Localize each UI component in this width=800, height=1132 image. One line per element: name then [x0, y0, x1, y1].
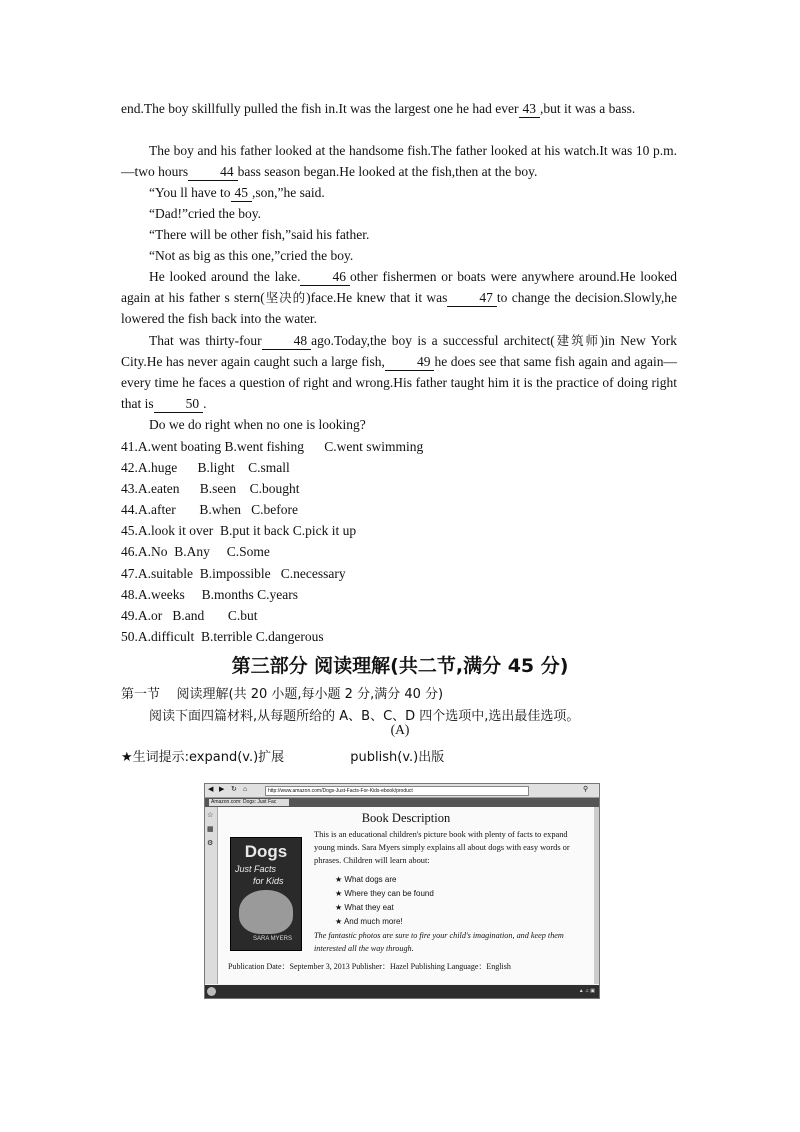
- passage-paragraph-8: That was thirty-four 48 ago.Today,the boy is a successful architect(建筑师)in New York City.He has never again caught such a large fish, 49 he does see that same fish again and again—every time he faces a question of right and wrong.His father taught him it is the practice of doing right that is 50 .: [121, 333, 677, 411]
- passage-paragraph-2: The boy and his father looked at the handsome fish.The father looked at his watch.It was 10 p.m.—two hours 44 bass season began.He looked at the fish,then at the boy.: [121, 143, 677, 179]
- option-46: 46.A.No B.Any C.Some: [121, 544, 270, 559]
- grid-icon: ▦: [207, 826, 214, 833]
- passage-paragraph-1: end.The boy skillfully pulled the fish in.It was the largest one he had ever 43 ,but it was a bass.: [121, 101, 636, 116]
- publication-info: Publication Date：September 3, 2013 Publisher：Hazel Publishing Language：English: [228, 962, 511, 971]
- scrollbar: [594, 807, 599, 984]
- system-tray: ▲ ♫ ▣: [578, 988, 595, 994]
- blank-48: 48: [262, 333, 312, 350]
- option-43: 43.A.eaten B.seen C.bought: [121, 481, 300, 496]
- option-48: 48.A.weeks B.months C.years: [121, 587, 298, 602]
- passage-paragraph-7: He looked around the lake. 46 other fishermen or boats were anywhere around.He looked again at his father s stern(坚决的)face.He knew that it was 47 to change the decision.Slowly,he lowered the fish back into the water.: [121, 269, 677, 326]
- book-cover-image: [230, 837, 302, 951]
- option-45: 45.A.look it over B.put it back C.pick it up: [121, 523, 357, 538]
- blank-47: 47: [447, 290, 497, 307]
- passage-line-9: Do we do right when no one is looking?: [149, 417, 366, 432]
- search-icon: ⚲: [583, 786, 589, 793]
- book-description-title: Book Description: [361, 811, 451, 825]
- part-label: (A): [390, 722, 410, 737]
- settings-icon: ⚙: [207, 840, 214, 847]
- book-description-text: This is an educational children's picture book with plenty of facts to expand young minds. Sara Myers simply explains all about dogs with easy words or phrases. Children will learn about:: [314, 830, 570, 865]
- browser-tab: Amazon.com: Dogs: Just Fac: [209, 799, 289, 806]
- book-page-screenshot: [204, 783, 600, 999]
- passage-line-5: “There will be other fish,”said his father.: [149, 227, 370, 242]
- option-41: 41.A.went boating B.went fishing C.went swimming: [121, 439, 424, 454]
- passage-line-3: “You ll have to 45 ,son,”he said.: [149, 185, 325, 200]
- dog-photo: [239, 890, 293, 934]
- cover-author: SARA MYERS: [253, 936, 293, 942]
- option-44: 44.A.after B.when C.before: [121, 502, 298, 517]
- blank-44: 44: [188, 164, 238, 181]
- option-47: 47.A.suitable B.impossible C.necessary: [121, 566, 346, 581]
- list-item: ★ What they eat: [335, 903, 394, 912]
- option-49: 49.A.or B.and C.but: [121, 608, 258, 623]
- browser-sidebar: [205, 807, 218, 984]
- start-icon: [207, 987, 216, 996]
- os-taskbar: [205, 985, 599, 998]
- book-description-panel: [218, 807, 594, 984]
- browser-address-bar: [205, 784, 599, 798]
- section-subheading: 第一节 阅读理解(共 20 小题,每小题 2 分,满分 40 分): [121, 687, 444, 702]
- blank-43: 43: [519, 101, 541, 118]
- book-promo-text: The fantastic photos are sure to fire your child's imagination, and keep them interested all the way through.: [314, 931, 564, 953]
- list-item: ★ Where they can be found: [335, 889, 434, 898]
- star-icon: ☆: [207, 812, 214, 819]
- cover-subtitle-2: for Kids: [253, 876, 284, 886]
- blank-45: 45: [231, 185, 253, 202]
- browser-tab-bar: [205, 798, 599, 807]
- passage-line-6: “Not as big as this one,”cried the boy.: [149, 248, 354, 263]
- blank-50: 50: [154, 396, 204, 413]
- refresh-icon: ↻: [231, 786, 237, 793]
- forward-icon: ▶: [219, 786, 225, 793]
- home-icon: ⌂: [243, 786, 248, 793]
- vocab-hint: ★生词提示:expand(v.)扩展 publish(v.)出版: [121, 750, 445, 765]
- cover-subtitle-1: Just Facts: [235, 864, 277, 874]
- section-heading: 第三部分 阅读理解(共二节,满分 45 分): [231, 655, 569, 677]
- option-50: 50.A.difficult B.terrible C.dangerous: [121, 629, 324, 644]
- list-item: ★ What dogs are: [335, 875, 397, 884]
- blank-46: 46: [300, 269, 350, 286]
- cover-title: Dogs: [244, 842, 288, 861]
- url-field: http://www.amazon.com/Dogs-Just-Facts-For-Kids-ebook/product: [265, 786, 529, 796]
- section-instruction: 阅读下面四篇材料,从每题所给的 A、B、C、D 四个选项中,选出最佳选项。: [149, 709, 580, 724]
- list-item: ★ And much more!: [335, 917, 403, 926]
- back-icon: ◀: [208, 786, 214, 793]
- blank-49: 49: [385, 354, 435, 371]
- option-42: 42.A.huge B.light C.small: [121, 460, 290, 475]
- topic-list: [335, 873, 434, 929]
- passage-line-4: “Dad!”cried the boy.: [149, 206, 261, 221]
